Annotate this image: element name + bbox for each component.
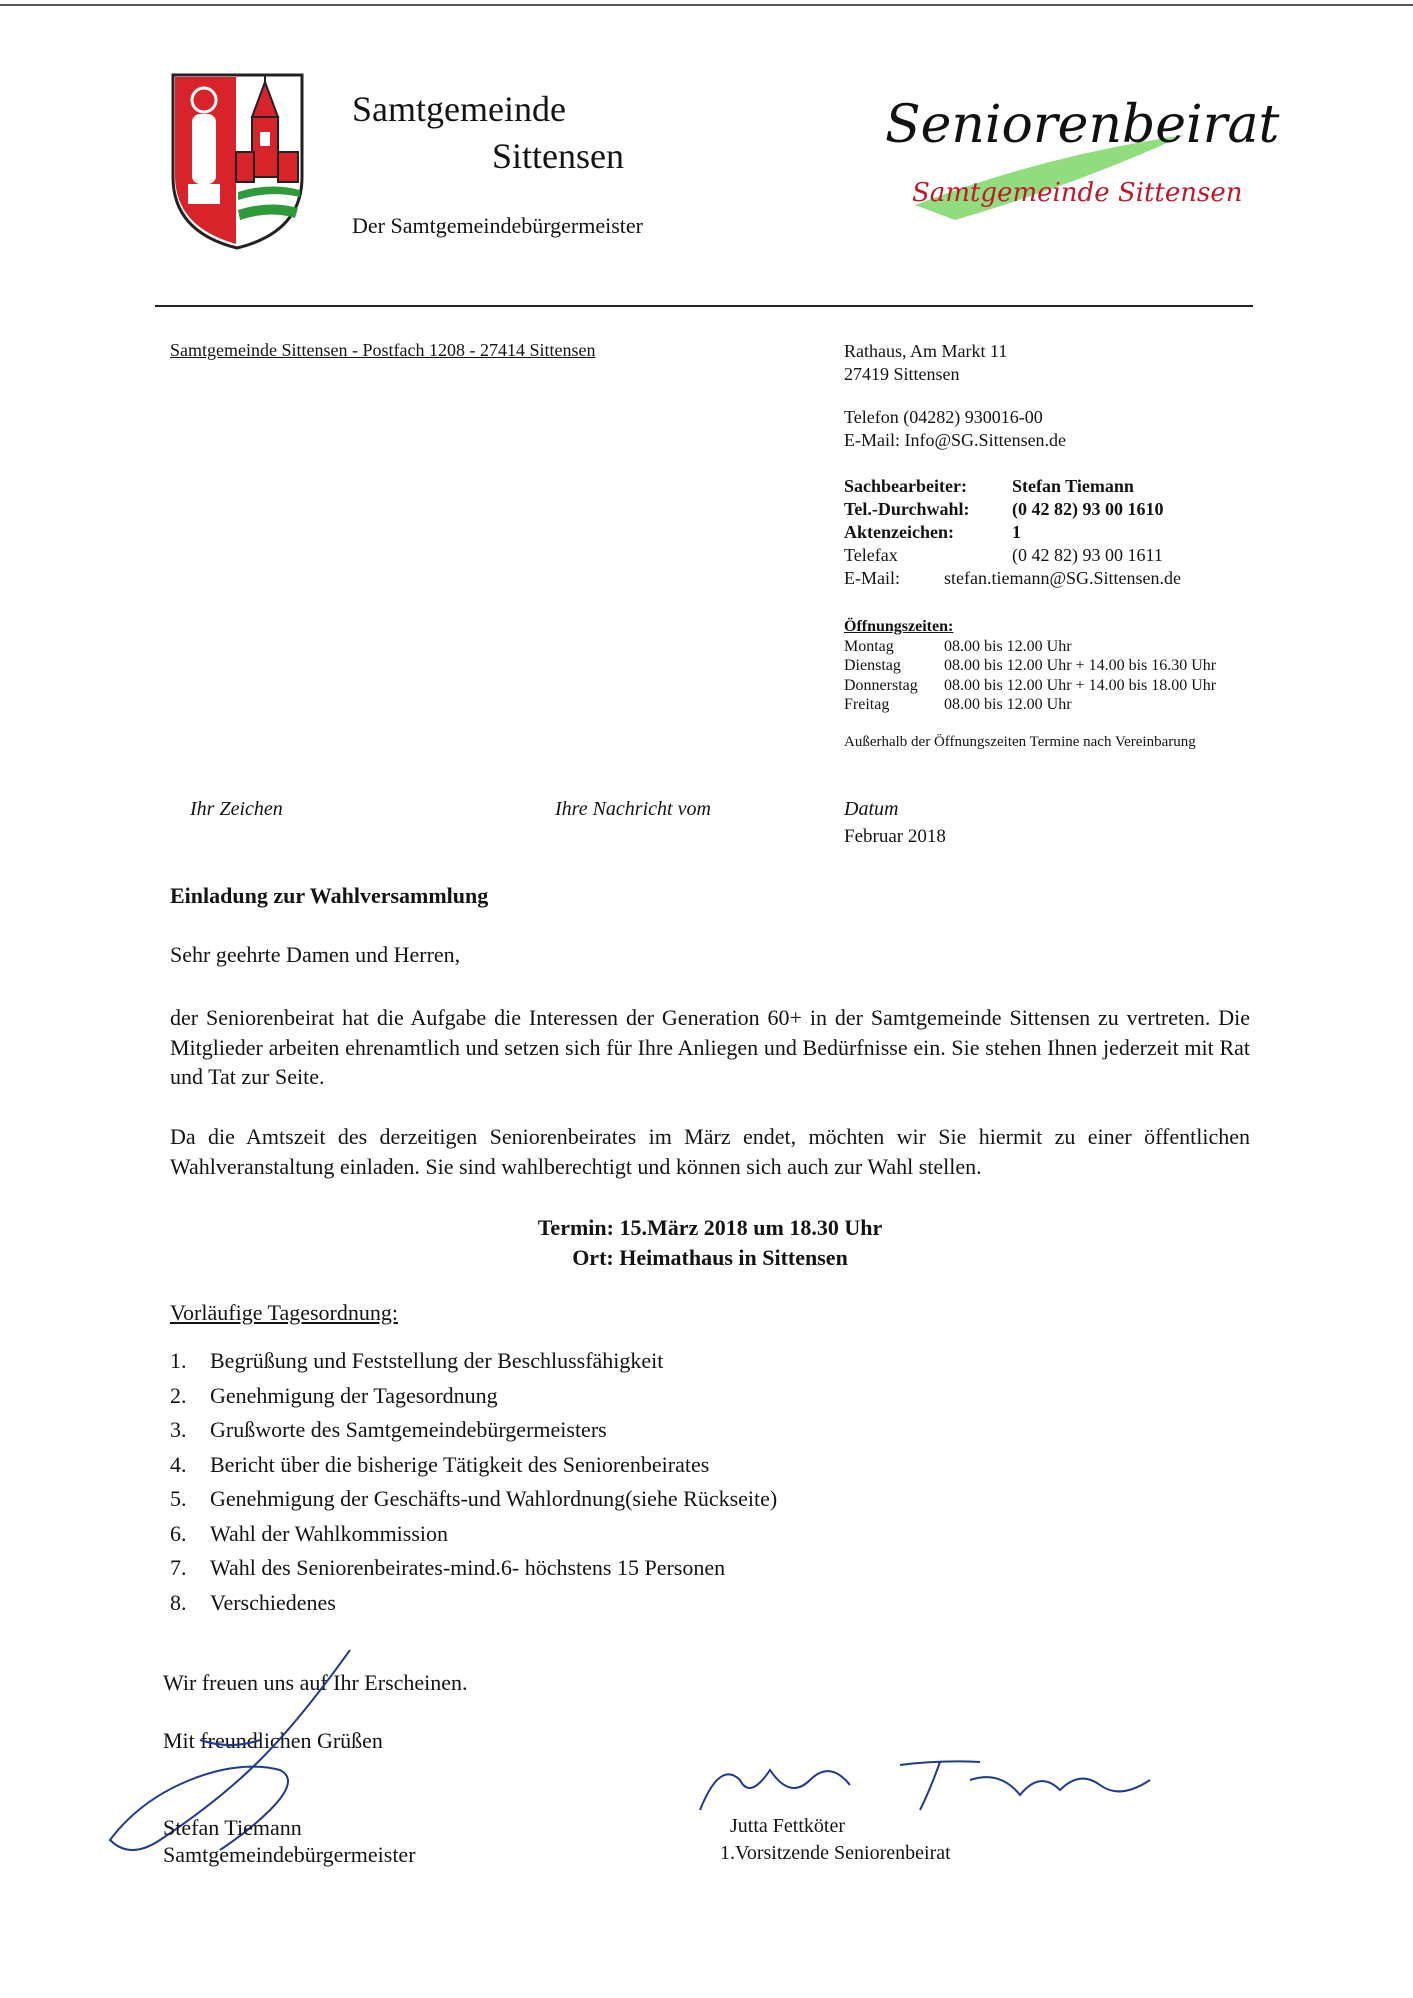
signer-right-name: Jutta Fettköter: [730, 1815, 845, 1837]
date-label: Datum: [844, 798, 899, 820]
list-item: [170, 1448, 777, 1483]
clerk-value: Stefan Tiemann: [1012, 476, 1134, 496]
agenda-text: Bericht über die bisherige Tätigkeit des Seniorenbeirates: [210, 1451, 710, 1477]
opening-hours: [844, 617, 1216, 715]
hours-time: 08.00 bis 12.00 Uhr + 14.00 bis 18.00 Uhr: [944, 676, 1217, 694]
coat-of-arms-icon: [170, 72, 305, 250]
contact-phone-block: [844, 406, 1066, 452]
header-divider: [155, 305, 1253, 307]
list-item: [170, 1413, 777, 1448]
agenda-title: Vorläufige Tagesordnung:: [170, 1300, 398, 1325]
agenda-number: 1.: [170, 1348, 187, 1373]
hours-day: Donnerstag: [844, 676, 918, 694]
hours-day: Dienstag: [844, 657, 901, 674]
closing-line: Wir freuen uns auf Ihr Erscheinen.: [163, 1670, 468, 1695]
clerk-block: [844, 475, 1181, 590]
hours-time: 08.00 bis 12.00 Uhr: [944, 696, 1072, 713]
return-address: Samtgemeinde Sittensen - Postfach 1208 - 27414 Sittensen: [170, 340, 596, 360]
opening-hours-title: Öffnungszeiten:: [844, 618, 954, 635]
event-date: Termin: 15.März 2018 um 18.30 Uhr: [537, 1215, 883, 1240]
paragraph-1: der Seniorenbeirat hat die Aufgabe die Interessen der Generation 60+ in der Samtgemeinde Sittensen zu vertreten. Die Mitglieder arbeiten ehrenamtlich und setzen sich für Ihre Anliegen und Bedürfnisse ein. Sie stehen Ihnen jederzeit mit Rat und Tat zur Seite.: [170, 1005, 1250, 1089]
clerk-label: Sachbearbeiter:: [844, 476, 967, 496]
agenda-text: Wahl der Wahlkommission: [210, 1520, 449, 1546]
agenda-number: 8.: [170, 1589, 187, 1615]
signer-left-title: Samtgemeindebürgermeister: [163, 1842, 416, 1867]
agenda-text: Grußworte des Samtgemeindebürgermeisters: [210, 1417, 607, 1442]
list-item: [170, 1482, 777, 1517]
agenda-text: Verschiedenes: [210, 1589, 336, 1615]
agenda-list: [170, 1344, 777, 1620]
letter-subject: Einladung zur Wahlversammlung: [170, 883, 489, 908]
logo-subtitle: Samtgemeinde Sittensen: [912, 178, 1243, 208]
your-message-label: Ihre Nachricht vom: [555, 798, 711, 820]
list-item: [170, 1344, 777, 1379]
event-location: Ort: Heimathaus in Sittensen: [572, 1245, 848, 1270]
logo-title: Seniorenbeirat: [885, 95, 1280, 155]
agenda-text: Wahl des Seniorenbeirates-mind.6- höchstens 15 Personen: [210, 1555, 726, 1580]
hours-note: Außerhalb der Öffnungszeiten Termine nach Vereinbarung: [844, 734, 1196, 750]
scan-top-border: [0, 4, 1413, 6]
agenda-text: Genehmigung der Tagesordnung: [210, 1382, 498, 1408]
salutation: Sehr geehrte Damen und Herren,: [170, 942, 461, 967]
agenda-text: Genehmigung der Geschäfts-und Wahlordnung(siehe Rückseite): [210, 1486, 778, 1511]
list-item: [170, 1586, 777, 1621]
agenda-number: 3.: [170, 1417, 187, 1442]
fax-label: Telefax: [844, 545, 898, 565]
clerk-mail-value[interactable]: stefan.tiemann@SG.Sittensen.de: [944, 568, 1182, 588]
fax-value: (0 42 82) 93 00 1611: [1012, 545, 1163, 565]
date-value: Februar 2018: [844, 826, 946, 847]
list-item: [170, 1517, 777, 1552]
signer-left-name: Stefan Tiemann: [163, 1815, 302, 1840]
org-name-line1: Samtgemeinde: [352, 89, 566, 129]
org-name-line2: Sittensen: [492, 136, 624, 176]
file-ref-value: 1: [1012, 522, 1021, 542]
contact-phone: Telefon (04282) 930016-00: [844, 407, 1043, 427]
contact-email[interactable]: E-Mail: Info@SG.Sittensen.de: [844, 430, 1067, 450]
closing-greeting: Mit freundlichen Grüßen: [163, 1728, 383, 1753]
agenda-number: 4.: [170, 1451, 187, 1477]
hours-time: 08.00 bis 12.00 Uhr + 14.00 bis 16.30 Uhr: [944, 657, 1217, 674]
hours-time: 08.00 bis 12.00 Uhr: [944, 637, 1072, 655]
direct-dial-label: Tel.-Durchwahl:: [844, 499, 970, 519]
list-item: [170, 1379, 777, 1414]
signer-right-title: 1.Vorsitzende Seniorenbeirat: [720, 1842, 951, 1864]
clerk-mail-label: E-Mail:: [844, 568, 900, 588]
contact-street: Rathaus, Am Markt 11: [844, 341, 1008, 361]
contact-address: [844, 340, 1007, 386]
file-ref-label: Aktenzeichen:: [844, 522, 954, 542]
agenda-number: 5.: [170, 1486, 187, 1511]
agenda-number: 6.: [170, 1520, 187, 1546]
contact-city: 27419 Sittensen: [844, 364, 960, 384]
agenda-number: 7.: [170, 1555, 187, 1580]
agenda-text: Begrüßung und Feststellung der Beschlussfähigkeit: [210, 1348, 664, 1373]
hours-day: Freitag: [844, 696, 890, 713]
your-sign-label: Ihr Zeichen: [190, 798, 283, 820]
paragraph-2: Da die Amtszeit des derzeitigen Seniorenbeirates im März endet, möchten wir Sie hiermit zu einer öffentlichen Wahlveranstaltung einladen. Sie sind wahlberechtigt und können sich auch zur Wahl stellen.: [170, 1124, 1250, 1179]
list-item: [170, 1551, 777, 1586]
hours-day: Montag: [844, 637, 894, 655]
office-title: Der Samtgemeindebürgermeister: [352, 213, 643, 238]
direct-dial-value: (0 42 82) 93 00 1610: [1012, 499, 1164, 519]
agenda-number: 2.: [170, 1382, 187, 1408]
